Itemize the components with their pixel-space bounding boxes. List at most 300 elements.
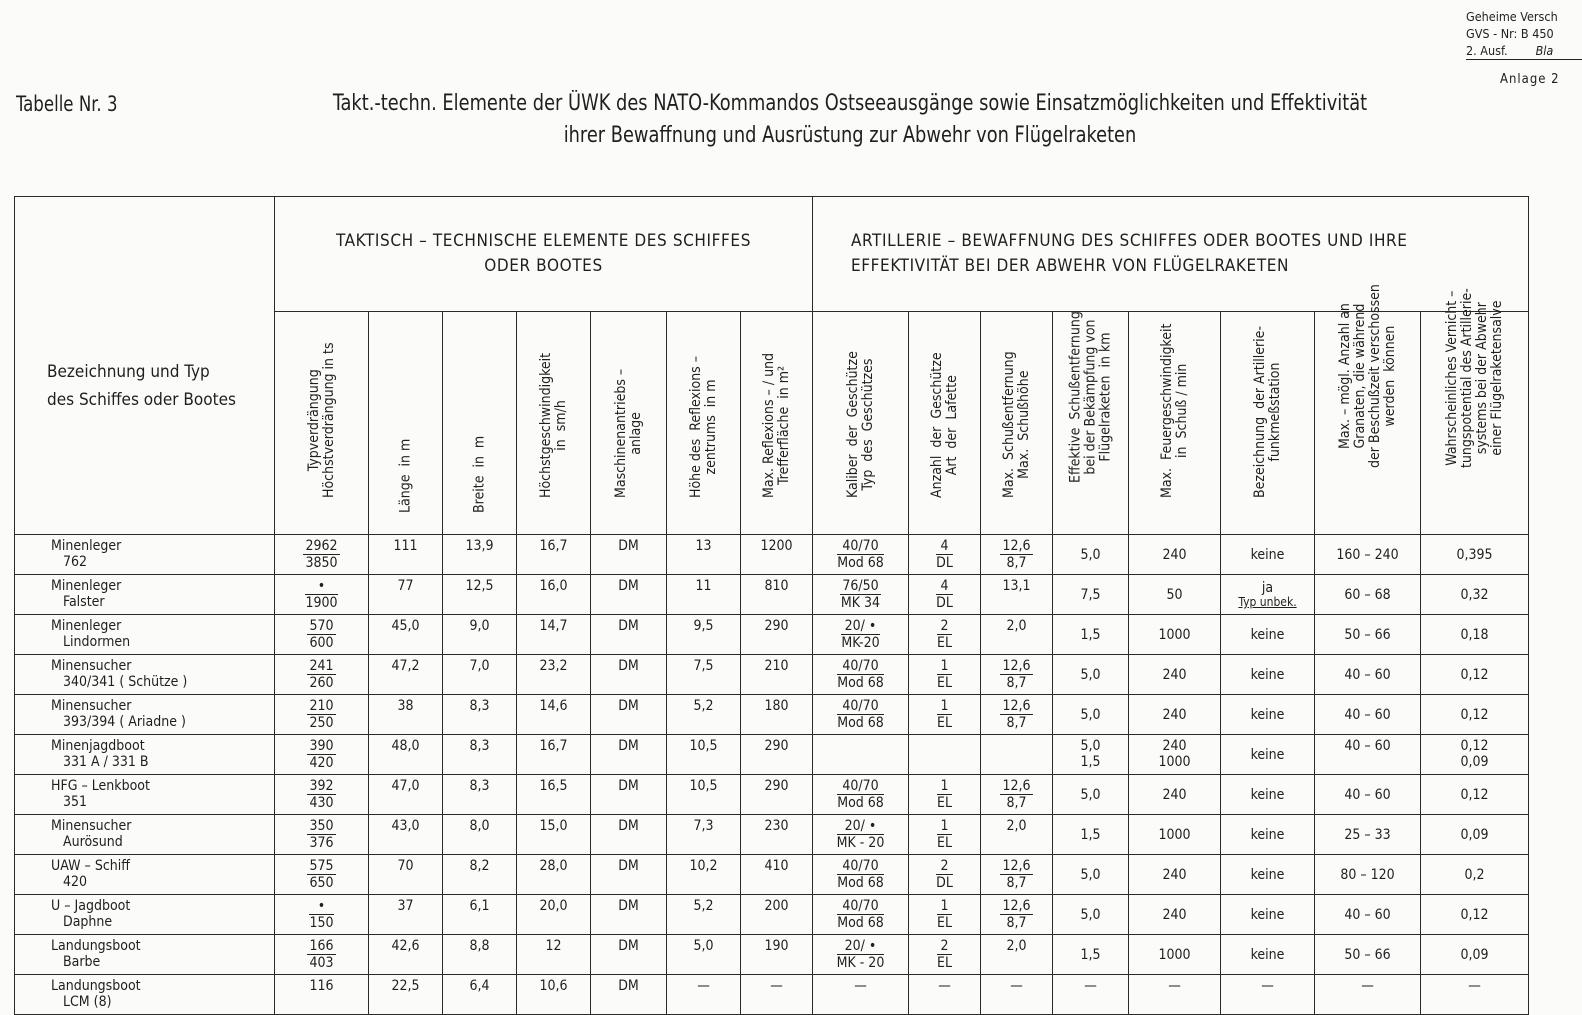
propulsion-cell	[591, 775, 667, 815]
range-value: 2,0	[1006, 938, 1027, 954]
reflection-height-cell	[667, 815, 741, 855]
max-shells-value: —	[1361, 978, 1374, 994]
effective-range-cell	[1053, 695, 1129, 735]
radar-value: keine	[1250, 866, 1285, 883]
propulsion-value: DM	[618, 658, 639, 674]
kill-probability-cell	[1421, 655, 1529, 695]
fire-rate-cell	[1129, 815, 1221, 855]
speed-value: 16,5	[539, 778, 568, 794]
stamp-line-3	[1466, 42, 1582, 60]
calibre-cell	[813, 895, 909, 935]
speed-cell	[517, 735, 591, 775]
kill-probability-value: 0,12	[1460, 906, 1489, 923]
beam-value: 7,0	[469, 658, 490, 674]
propulsion-cell	[591, 815, 667, 855]
kill-probability-cell	[1421, 775, 1529, 815]
reflection-area-value: 180	[764, 698, 789, 714]
length-value: 77	[397, 578, 414, 594]
gun-count-fraction: $\frac{1}{EL}$	[937, 698, 952, 731]
table-row	[15, 575, 1529, 615]
speed-cell	[517, 695, 591, 735]
ship-class: Minenjagdboot	[51, 738, 145, 754]
ship-class: Landungsboot	[51, 978, 141, 994]
stamp-copy: 2. Ausf.	[1466, 43, 1508, 58]
reflection-area-value: 810	[764, 578, 789, 594]
fire-rate-cell	[1129, 615, 1221, 655]
fire-rate-value: 240	[1162, 666, 1187, 683]
column-header-propulsion: Maschinenantriebs – anlage	[591, 312, 667, 535]
ship-type: Lindormen	[63, 634, 131, 650]
table-row	[15, 735, 1529, 775]
calibre-cell	[813, 975, 909, 1015]
gun-count-cell	[909, 935, 981, 975]
calibre-fraction: $\frac{20/ •}{MK - 20}$	[836, 938, 885, 971]
effective-range-value: 5,0	[1080, 786, 1101, 803]
radar-station-cell	[1221, 775, 1315, 815]
displacement-cell	[275, 615, 369, 655]
effective-range-value: 1,5	[1080, 946, 1101, 963]
gun-count-cell	[909, 535, 981, 575]
length-cell	[369, 975, 443, 1015]
max-shells-cell	[1315, 895, 1421, 935]
propulsion-value: DM	[618, 778, 639, 794]
displacement-cell	[275, 655, 369, 695]
max-shells-cell	[1315, 615, 1421, 655]
propulsion-cell	[591, 535, 667, 575]
column-header-max-speed: Höchstgeschwindigkeit in sm/h	[517, 312, 591, 535]
gun-count-fraction: $\frac{2}{DL}$	[936, 858, 953, 891]
radar-station-cell	[1221, 975, 1315, 1015]
beam-cell	[443, 895, 517, 935]
fire-rate-value: 1000	[1158, 946, 1191, 963]
speed-cell	[517, 855, 591, 895]
ship-data-table	[14, 196, 1529, 1015]
ship-class: U – Jagdboot	[51, 898, 131, 914]
beam-value: 12,5	[465, 578, 494, 594]
length-value: 70	[397, 858, 414, 874]
gun-count-cell	[909, 615, 981, 655]
speed-cell	[517, 575, 591, 615]
displacement-cell	[275, 695, 369, 735]
gun-count-cell	[909, 855, 981, 895]
range-cell	[981, 855, 1053, 895]
beam-cell	[443, 735, 517, 775]
kill-probability-value: 0,2	[1464, 866, 1485, 883]
speed-cell	[517, 775, 591, 815]
kill-probability-cell: 0,12 0,09	[1421, 735, 1529, 775]
radar-value: keine	[1250, 746, 1285, 763]
title-line-1: Takt.-techn. Elemente der ÜWK des NATO-Kommandos Ostseeausgänge sowie Einsatzmöglichkeiten und Effektivität	[332, 91, 1368, 116]
fire-rate-cell	[1129, 575, 1221, 615]
kill-probability-value: 0,12	[1460, 786, 1489, 803]
length-cell	[369, 935, 443, 975]
range-cell	[981, 815, 1053, 855]
ship-class: UAW – Schiff	[51, 858, 130, 874]
table-row	[15, 695, 1529, 735]
kill-probability-value: 0,12	[1460, 666, 1489, 683]
fire-rate-cell	[1129, 695, 1221, 735]
speed-cell	[517, 655, 591, 695]
ship-type: Falster	[63, 594, 105, 610]
propulsion-cell	[591, 855, 667, 895]
table-row	[15, 535, 1529, 575]
propulsion-value: DM	[618, 818, 639, 834]
gun-count-cell	[909, 815, 981, 855]
speed-cell	[517, 895, 591, 935]
table-row	[15, 935, 1529, 975]
calibre-value: —	[854, 978, 867, 994]
kill-probability-cell	[1421, 975, 1529, 1015]
length-value: 45,0	[391, 618, 420, 634]
table-row	[15, 975, 1529, 1015]
propulsion-cell	[591, 975, 667, 1015]
calibre-fraction: $\frac{40/70}{\text{Mod 68}}$	[837, 778, 884, 811]
kill-probability-value: 0,09	[1460, 826, 1489, 843]
length-cell	[369, 575, 443, 615]
reflection-height-value: 10,5	[689, 778, 718, 794]
gun-count-value: —	[938, 978, 951, 994]
gun-count-fraction: $\frac{1}{EL}$	[937, 778, 952, 811]
column-header-length: Länge in m	[369, 312, 443, 535]
displacement-fraction: $\frac{166}{403}$	[309, 938, 334, 971]
reflection-height-cell	[667, 655, 741, 695]
reflection-area-value: 410	[764, 858, 789, 874]
speed-value: 16,7	[539, 538, 568, 554]
table-row	[15, 895, 1529, 935]
reflection-height-value: 7,5	[693, 658, 714, 674]
reflection-height-value: 7,3	[693, 818, 714, 834]
reflection-height-cell	[667, 975, 741, 1015]
reflection-area-value: 290	[764, 618, 789, 634]
displacement-cell	[275, 535, 369, 575]
gun-count-fraction: $\frac{2}{EL}$	[937, 618, 952, 651]
calibre-fraction: $\frac{40/70}{\text{Mod 68}}$	[837, 658, 884, 691]
speed-cell	[517, 975, 591, 1015]
length-cell	[369, 655, 443, 695]
effective-range-cell	[1053, 975, 1129, 1015]
max-shells-cell	[1315, 815, 1421, 855]
displacement-cell	[275, 855, 369, 895]
radar-value: keine	[1250, 666, 1285, 683]
displacement-fraction: $\frac{241}{260}$	[309, 658, 334, 691]
fire-rate-cell	[1129, 975, 1221, 1015]
beam-cell	[443, 575, 517, 615]
annex-label: Anlage 2	[1500, 72, 1560, 87]
speed-value: 12	[545, 938, 562, 954]
displacement-cell	[275, 935, 369, 975]
displacement-fraction: $\frac{2962}{3850}$	[305, 538, 338, 571]
radar-value: keine	[1250, 786, 1285, 803]
ship-class: Minensucher	[51, 698, 132, 714]
gun-count-cell	[909, 895, 981, 935]
gun-count-cell	[909, 575, 981, 615]
kill-probability-value: 0,09	[1460, 946, 1489, 963]
effective-range-value: 5,0	[1080, 906, 1101, 923]
classification-stamp	[1466, 8, 1582, 60]
beam-cell	[443, 695, 517, 735]
radar-value: keine	[1250, 546, 1285, 563]
range-cell	[981, 575, 1053, 615]
range-value: 13,1	[1002, 578, 1031, 594]
kill-probability-cell	[1421, 815, 1529, 855]
length-cell	[369, 735, 443, 775]
reflection-area-cell	[741, 975, 813, 1015]
propulsion-value: DM	[618, 738, 639, 754]
reflection-height-value: 5,2	[693, 698, 714, 714]
reflection-area-value: 290	[764, 738, 789, 754]
ship-name-cell	[15, 535, 275, 575]
radar-station-cell	[1221, 735, 1315, 775]
length-value: 42,6	[391, 938, 420, 954]
beam-value: 8,8	[469, 938, 490, 954]
kill-probability-cell	[1421, 695, 1529, 735]
gun-count-cell	[909, 975, 981, 1015]
ship-name-cell	[15, 655, 275, 695]
calibre-cell	[813, 775, 909, 815]
ship-class: HFG – Lenkboot	[51, 778, 150, 794]
calibre-cell	[813, 615, 909, 655]
max-shells-value: 40 – 60	[1344, 738, 1391, 754]
calibre-cell	[813, 855, 909, 895]
range-cell	[981, 615, 1053, 655]
reflection-area-cell	[741, 695, 813, 735]
calibre-cell	[813, 815, 909, 855]
speed-cell	[517, 935, 591, 975]
beam-cell	[443, 535, 517, 575]
speed-cell	[517, 535, 591, 575]
reflection-height-cell	[667, 775, 741, 815]
beam-value: 8,2	[469, 858, 490, 874]
kill-probability-value: 0,395	[1456, 546, 1493, 563]
ship-class: Minenleger	[51, 578, 122, 594]
column-header-reflection-area: Max. Reflexions – / und Trefferfläche in m²	[741, 312, 813, 535]
kill-probability-value: 0,32	[1460, 586, 1489, 603]
propulsion-value: DM	[618, 858, 639, 874]
range-fraction: $\frac{12,6}{8,7}$	[1002, 858, 1031, 891]
ship-type: 331 A / 331 B	[63, 754, 149, 770]
ship-type: 393/394 ( Ariadne )	[63, 714, 186, 730]
speed-value: 16,0	[539, 578, 568, 594]
range-value: —	[1010, 978, 1023, 994]
effective-range-value: 5,0	[1080, 546, 1101, 563]
calibre-cell	[813, 575, 909, 615]
length-cell	[369, 615, 443, 655]
fire-rate-value: —	[1168, 978, 1181, 994]
max-shells-cell	[1315, 975, 1421, 1015]
fire-rate-cell	[1129, 935, 1221, 975]
radar-station-cell	[1221, 815, 1315, 855]
table-row	[15, 815, 1529, 855]
beam-cell	[443, 655, 517, 695]
range-fraction: $\frac{12,6}{8,7}$	[1002, 898, 1031, 931]
kill-probability-cell	[1421, 535, 1529, 575]
calibre-cell	[813, 735, 909, 775]
radar-station-cell	[1221, 855, 1315, 895]
range-fraction: $\frac{12,6}{8,7}$	[1002, 538, 1031, 571]
range-cell	[981, 775, 1053, 815]
reflection-height-cell	[667, 535, 741, 575]
range-cell	[981, 935, 1053, 975]
gun-count-cell	[909, 655, 981, 695]
max-shells-value: 40 – 60	[1344, 786, 1391, 803]
reflection-area-value: —	[770, 978, 783, 994]
fire-rate-value: 240	[1162, 906, 1187, 923]
reflection-area-cell	[741, 775, 813, 815]
table-row	[15, 855, 1529, 895]
effective-range-cell	[1053, 855, 1129, 895]
ship-name-cell	[15, 855, 275, 895]
ship-type: LCM (8)	[63, 994, 112, 1010]
displacement-cell	[275, 815, 369, 855]
effective-range-value: 5,0	[1080, 666, 1101, 683]
effective-range-value: 5,0	[1080, 866, 1101, 883]
name-column-header: Bezeichnung und Typ des Schiffes oder Bootes	[15, 197, 275, 535]
max-shells-value: 50 – 66	[1344, 626, 1391, 643]
beam-value: 8,3	[469, 738, 490, 754]
displacement-cell	[275, 775, 369, 815]
length-value: 111	[393, 538, 418, 554]
effective-range-cell	[1053, 895, 1129, 935]
speed-cell	[517, 615, 591, 655]
speed-cell	[517, 815, 591, 855]
beam-cell	[443, 975, 517, 1015]
ship-name-cell	[15, 975, 275, 1015]
propulsion-cell	[591, 615, 667, 655]
max-shells-cell	[1315, 575, 1421, 615]
beam-value: 6,1	[469, 898, 490, 914]
effective-range-cell	[1053, 655, 1129, 695]
fire-rate-cell	[1129, 775, 1221, 815]
ship-name-cell	[15, 735, 275, 775]
kill-probability-cell	[1421, 935, 1529, 975]
calibre-fraction: $\frac{40/70}{\text{Mod 68}}$	[837, 858, 884, 891]
length-cell	[369, 855, 443, 895]
max-shells-cell	[1315, 775, 1421, 815]
reflection-height-value: 9,5	[693, 618, 714, 634]
fire-rate-value: 1000	[1158, 826, 1191, 843]
kill-probability-cell	[1421, 615, 1529, 655]
calibre-cell	[813, 535, 909, 575]
reflection-area-value: 1200	[760, 538, 793, 554]
displacement-fraction: $\frac{210}{250}$	[309, 698, 334, 731]
group-header-technical: TAKTISCH – TECHNISCHE ELEMENTE DES SCHIFFES ODER BOOTES	[275, 197, 813, 312]
length-cell	[369, 775, 443, 815]
radar-value: keine	[1250, 626, 1285, 643]
column-header-gun-count: Anzahl der Geschütze Art der Lafette	[909, 312, 981, 535]
radar-station-cell: ja Typ unbek.	[1221, 575, 1315, 615]
max-shells-value: 50 – 66	[1344, 946, 1391, 963]
length-cell	[369, 815, 443, 855]
propulsion-cell	[591, 655, 667, 695]
ship-name-cell	[15, 575, 275, 615]
speed-value: 14,6	[539, 698, 568, 714]
column-header-kill-probability: Wahrscheinliches Vernicht – tungspotential des Artillerie- systems bei der Abwehr einer Flügelraketensalve	[1421, 312, 1529, 535]
displacement-value: 116	[309, 978, 334, 994]
radar-value: —	[1261, 978, 1274, 994]
title-line-2: ihrer Bewaffnung und Ausrüstung zur Abwehr von Flügelraketen	[563, 123, 1137, 148]
reflection-area-cell	[741, 895, 813, 935]
max-shells-value: 160 – 240	[1336, 546, 1399, 563]
length-value: 43,0	[391, 818, 420, 834]
propulsion-value: DM	[618, 938, 639, 954]
calibre-fraction: $\frac{20/ •}{MK-20}$	[841, 618, 880, 651]
beam-value: 8,0	[469, 818, 490, 834]
ship-name-cell	[15, 695, 275, 735]
max-shells-value: 40 – 60	[1344, 666, 1391, 683]
column-header-displacement: Typverdrängung Höchstverdrängung in ts	[275, 312, 369, 535]
fire-rate-value: 240	[1162, 786, 1187, 803]
reflection-height-value: —	[697, 978, 710, 994]
column-header-effective-range: Effektive Schußentfernung bei der Bekämpfung von Flügelraketen in km	[1053, 312, 1129, 535]
speed-value: 14,7	[539, 618, 568, 634]
radar-value: keine	[1250, 826, 1285, 843]
reflection-area-value: 200	[764, 898, 789, 914]
kill-probability-value: —	[1468, 978, 1481, 994]
propulsion-cell	[591, 895, 667, 935]
propulsion-value: DM	[618, 618, 639, 634]
displacement-fraction: $\frac{390}{420}$	[309, 738, 334, 771]
reflection-area-value: 190	[764, 938, 789, 954]
radar-station-cell	[1221, 655, 1315, 695]
reflection-area-value: 290	[764, 778, 789, 794]
displacement-fraction: $\frac{575}{650}$	[309, 858, 334, 891]
reflection-area-cell	[741, 735, 813, 775]
stamp-sheet: Bla	[1535, 43, 1554, 58]
beam-cell	[443, 775, 517, 815]
kill-probability-value: 0,12	[1460, 706, 1489, 723]
reflection-height-cell	[667, 575, 741, 615]
reflection-height-cell	[667, 855, 741, 895]
reflection-height-value: 10,2	[689, 858, 718, 874]
reflection-height-value: 13	[695, 538, 712, 554]
column-header-fire-rate: Max. Feuergeschwindigkeit in Schuß / min	[1129, 312, 1221, 535]
calibre-cell	[813, 655, 909, 695]
max-shells-cell	[1315, 535, 1421, 575]
table-row	[15, 615, 1529, 655]
reflection-area-cell	[741, 855, 813, 895]
reflection-height-value: 5,0	[693, 938, 714, 954]
reflection-area-value: 230	[764, 818, 789, 834]
length-value: 47,2	[391, 658, 420, 674]
propulsion-value: DM	[618, 538, 639, 554]
length-value: 47,0	[391, 778, 420, 794]
fire-rate-cell	[1129, 855, 1221, 895]
displacement-fraction: $\frac{570}{600}$	[309, 618, 334, 651]
reflection-height-value: 5,2	[693, 898, 714, 914]
range-cell	[981, 535, 1053, 575]
displacement-fraction: $\frac{392}{430}$	[309, 778, 334, 811]
beam-value: 8,3	[469, 778, 490, 794]
stamp-line-2: GVS - Nr: B 450	[1466, 26, 1554, 41]
ship-name-cell	[15, 935, 275, 975]
max-shells-value: 80 – 120	[1340, 866, 1395, 883]
speed-value: 20,0	[539, 898, 568, 914]
beam-value: 6,4	[469, 978, 490, 994]
reflection-height-cell	[667, 935, 741, 975]
length-value: 38	[397, 698, 414, 714]
beam-value: 9,0	[469, 618, 490, 634]
length-value: 22,5	[391, 978, 420, 994]
fire-rate-value: 1000	[1158, 626, 1191, 643]
kill-probability-cell	[1421, 855, 1529, 895]
fire-rate-cell	[1129, 655, 1221, 695]
propulsion-value: DM	[618, 578, 639, 594]
effective-range-cell	[1053, 935, 1129, 975]
fire-rate-value: 50	[1166, 586, 1183, 603]
range-cell	[981, 895, 1053, 935]
displacement-cell	[275, 575, 369, 615]
effective-range-value: 5,0	[1080, 706, 1101, 723]
